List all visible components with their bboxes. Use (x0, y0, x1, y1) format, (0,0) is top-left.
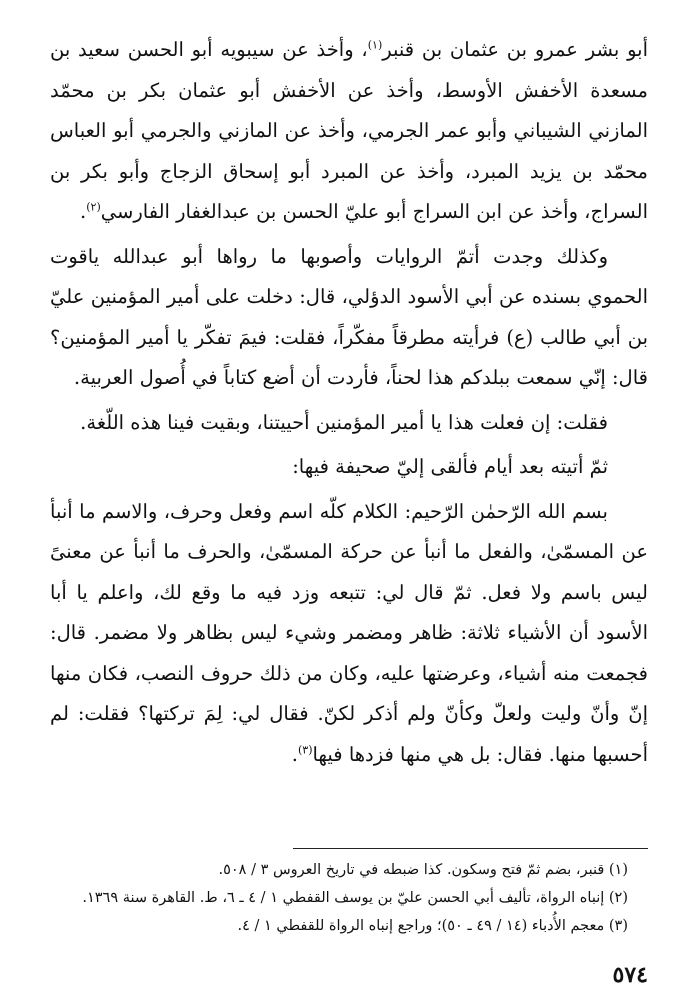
book-page (50, 30, 648, 988)
footnote-ref-2: (٢) (86, 200, 101, 214)
paragraph-1-end: . (80, 200, 87, 223)
paragraph-4: ثمّ أتيته بعد أيام فألقى إليّ صحيفة فيها: (292, 455, 608, 478)
footnote-1: (١) قنبر، بضم ثمّ فتح وسكون. كذا ضبطه في تاريخ العروس ٣ / ٥٠٨. (218, 862, 628, 878)
paragraph-5-text: بسم الله الرّحمٰن الرّحيم: الكلام كلّه اسم وفعل وحرف، والاسم ما أنبأ عن المسمّىٰ، والفعل ما أنبأ عن حركة المسمّىٰ، والحرف ما أنبأ عن معنىً ليس باسم ولا فعل. ثمّ قال لي: تتبعه وزد فيه ما وقع لك، واعلم يا أبا الأسود أن الأشياء ثلاثة: ظاهر ومضمر وشيء ليس بظاهر ولا مضمر. قال: فجمعت منه أشياء، وعرضتها عليه، وكان من ذلك حروف النصب، فكان منها إنّ وأنّ وليت ولعلّ وكأنّ ولم أذكر لكنّ. فقال لي: لِمَ تركتها؟ فقلت: لم أحسبها منها. فقال: بل هي منها فزدها فيها (50, 499, 648, 766)
paragraph-3: فقلت: إن فعلت هذا يا أمير المؤمنين أحييتنا، وبقيت فينا هذه اللّغة. (80, 410, 608, 434)
footnote-separator (293, 848, 648, 849)
paragraph-2: وكذلك وجدت أتمّ الروايات وأصوبها ما رواها أبو عبدالله ياقوت الحموي بسنده عن أبي الأسود الدؤلي، قال: دخلت على أمير المؤمنين عليّ بن أبي طالب (ع) فرأيته مطرقاً مفكّراً، فقلت: فيمَ تفكّر يا أمير المؤمنين؟ قال: إنّي سمعت ببلدكم هذا لحناً، فأردت أن أضع كتاباً في أُصول العربية. (50, 244, 648, 389)
main-text (50, 30, 648, 775)
paragraph-1-text: أبو بشر عمرو بن عثمان بن قنبر (382, 38, 648, 61)
paragraph-1 (50, 30, 648, 233)
footnote-3: (٣) معجم الأُدباء (١٤ / ٤٩ ـ ٥٠)؛ وراجع إنباه الرواة للقفطي ١ / ٤. (237, 918, 628, 934)
paragraph-1-tail: ، وأخذ عن سيبويه أبو الحسن سعيد بن مسعدة الأخفش الأوسط، وأخذ عن الأخفش أبو عثمان بكر بن محمّد المازني الشيباني وأبو عمر الجرمي، وأخذ عن المازني والجرمي أبو العباس محمّد بن يزيد المبرد، وأخذ عن المبرد أبو إسحاق الزجاج وأبو بكر بن السراج، وأخذ عن ابن السراج أبو عليّ الحسن بن عبدالغفار الفارسي (50, 38, 648, 223)
footnote-2: (٢) إنباه الرواة، تأليف أبي الحسن عليّ بن يوسف القفطي ١ / ٤ ـ ٦، ط. القاهرة سنة ١٣٦٩. (82, 890, 628, 906)
footnote-ref-3: (٣) (297, 743, 313, 756)
paragraph-5 (50, 492, 648, 776)
page-number: ٥٧٤ (612, 962, 648, 988)
paragraph-5-end: . (291, 742, 298, 766)
footnotes (50, 856, 648, 940)
footnote-ref-1: (١) (367, 38, 383, 52)
